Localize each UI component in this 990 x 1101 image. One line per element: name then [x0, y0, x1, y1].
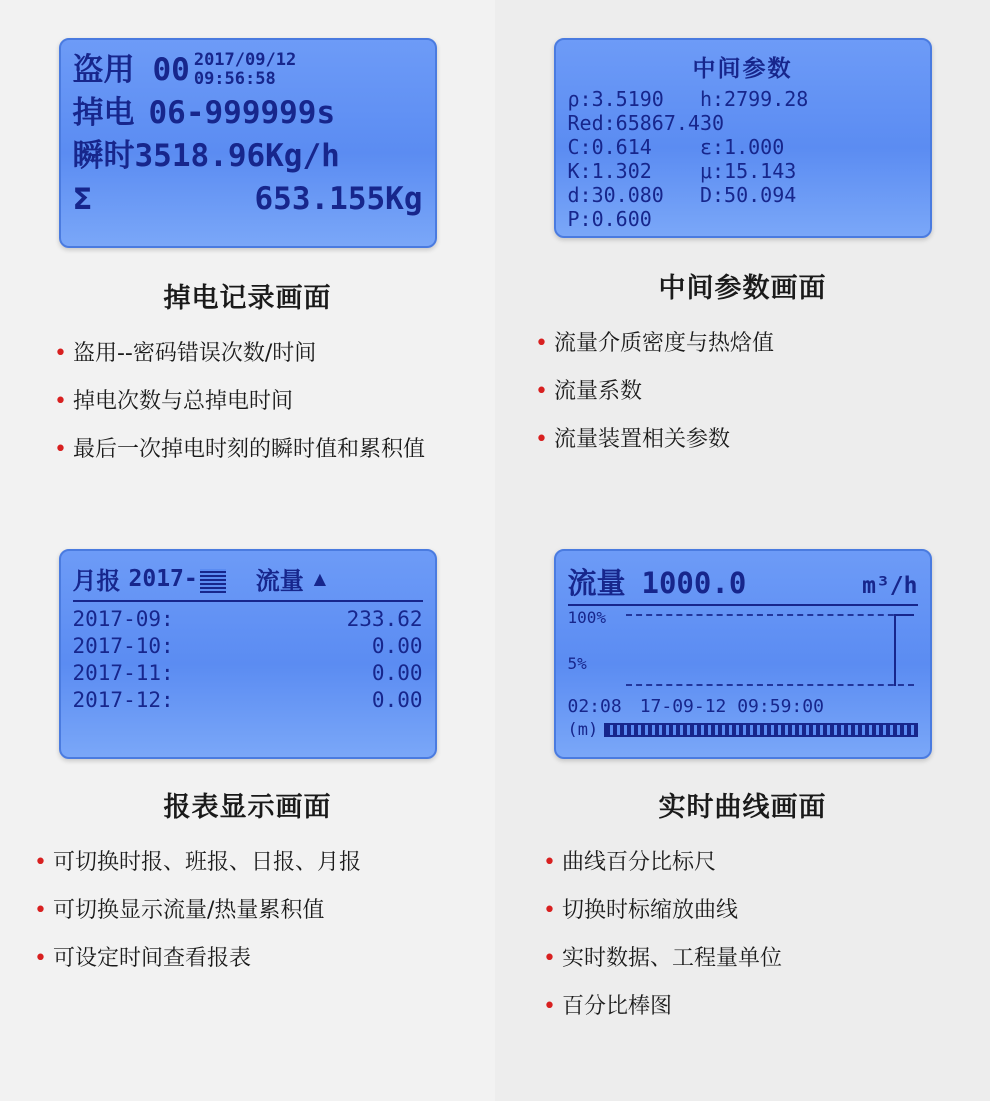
report-value: 0.00 [371, 688, 423, 712]
list-item [34, 846, 471, 880]
list-item [543, 942, 966, 976]
bullet-dot-icon: • [535, 331, 548, 356]
params-line: d:30.080 D:50.094 [567, 183, 797, 207]
curve-dashed-bottom [626, 684, 914, 686]
params-line: P:0.600 [567, 207, 652, 231]
params-line: K:1.302 μ:15.143 [567, 159, 797, 183]
lcd-row-total [73, 179, 423, 219]
list-item [34, 942, 471, 976]
report-period: 2017-09: [72, 607, 174, 631]
sort-arrow-up-icon[interactable]: ▲ [313, 569, 327, 588]
lcd-row-instant [73, 136, 423, 176]
curve-timespan: 02:08 [567, 696, 622, 717]
bullet-text: 曲线百分比标尺 [561, 850, 716, 875]
sigma-symbol: Σ [72, 182, 93, 216]
panel-power-down-record [0, 0, 495, 503]
bar-label: (m) [567, 720, 599, 740]
caption-params: 中间参数画面 [658, 273, 827, 304]
bullet-text: 可设定时间查看报表 [52, 946, 251, 972]
report-period: 2017-10: [72, 634, 174, 658]
bullet-text: 可切换时报、班报、日报、月报 [52, 850, 361, 875]
bullet-dot-icon: • [543, 994, 556, 1020]
tamper-datetime [194, 51, 296, 89]
bullet-dot-icon: • [535, 427, 548, 453]
scale-top-label: 100% [567, 608, 607, 627]
tamper-date: 2017/09/12 [193, 50, 297, 70]
list-item [54, 337, 465, 371]
list-item [535, 375, 960, 409]
bullet-text: 最后一次掉电时刻的瞬时值和累积值 [72, 437, 425, 463]
report-period: 2017-12: [72, 688, 174, 712]
bullet-text: 实时数据、工程量单位 [561, 946, 782, 972]
bullet-text: 掉电次数与总掉电时间 [72, 389, 293, 415]
curve-timestamp: 17-09-12 09:59:00 [639, 696, 824, 717]
table-row [73, 687, 423, 714]
report-header [73, 561, 423, 598]
lcd-row-tamper [73, 50, 423, 90]
params-line: Red:65867.430 [567, 111, 725, 135]
lcd-wrap-curve [495, 503, 990, 759]
table-row [73, 660, 423, 687]
curve-step-top [894, 614, 914, 616]
bullet-dot-icon: • [54, 389, 67, 415]
list-item [34, 894, 471, 928]
instant-label: 瞬时 [72, 138, 135, 174]
curve-dashed-top [626, 614, 914, 616]
curve-trace [626, 612, 914, 690]
bullet-dot-icon: • [535, 379, 548, 405]
list-item [54, 433, 465, 467]
list-item [54, 385, 465, 419]
caption-report: 报表显示画面 [163, 792, 332, 823]
bullet-dot-icon: • [543, 898, 556, 924]
report-value: 233.62 [346, 607, 423, 631]
bullet-dot-icon: • [543, 946, 556, 972]
curve-unit: m³/h [862, 573, 918, 599]
params-title: 中间参数 [692, 56, 793, 82]
table-row [73, 633, 423, 660]
bullet-dot-icon: • [34, 850, 47, 875]
month-selector-highlight[interactable] [200, 569, 226, 593]
lcd-wrap-params [495, 0, 990, 238]
curve-header [568, 561, 918, 606]
lcd-wrap-report [0, 503, 495, 759]
instant-value: 3518.96Kg/h [134, 138, 340, 174]
bullet-dot-icon: • [54, 437, 67, 463]
report-value: 0.00 [371, 634, 423, 658]
bullet-text: 流量装置相关参数 [553, 427, 730, 453]
bullet-dot-icon: • [543, 850, 556, 875]
curve-time-row [568, 696, 918, 717]
params-line: ρ:3.5190 h:2799.28 [567, 87, 809, 111]
report-title: 月报 [72, 567, 121, 595]
list-item [535, 423, 960, 457]
curve-title: 流量 [567, 566, 626, 600]
curve-plot-area [568, 608, 918, 694]
tamper-count: 00 [152, 52, 190, 88]
table-row [73, 606, 423, 633]
list-item [543, 990, 966, 1024]
lcd-screen-report [59, 549, 437, 759]
outage-value: 06-999999s [148, 95, 336, 131]
tamper-label: 盗用 [72, 52, 135, 88]
bullet-text: 流量介质密度与热焓值 [553, 331, 774, 356]
panel-realtime-curve [495, 503, 990, 1101]
bullet-text: 百分比棒图 [561, 994, 672, 1020]
bullet-text: 可切换显示流量/热量累积值 [52, 898, 325, 924]
lcd-row-outage [73, 93, 423, 133]
bullet-list-curve [543, 846, 966, 1024]
curve-bar-row [568, 720, 918, 740]
panel-intermediate-params [495, 0, 990, 503]
outage-label: 掉电 [72, 95, 135, 131]
bullet-list-params [535, 327, 960, 457]
total-value: 653.155Kg [254, 181, 423, 217]
report-year: 2017- [128, 565, 198, 592]
report-divider [73, 600, 423, 602]
bullet-text: 切换时标缩放曲线 [561, 898, 738, 924]
bullet-dot-icon: • [34, 898, 47, 924]
lcd-screen-curve [554, 549, 932, 759]
lcd-screen-params [554, 38, 932, 238]
params-line: C:0.614 ε:1.000 [567, 135, 785, 159]
scale-bottom-label: 5% [567, 654, 587, 673]
caption-curve: 实时曲线画面 [658, 792, 827, 823]
bullet-dot-icon: • [54, 341, 67, 366]
report-column-label: 流量 [255, 567, 304, 595]
tamper-time: 09:56:58 [193, 69, 276, 89]
list-item [543, 894, 966, 928]
bullet-text: 盗用--密码错误次数/时间 [72, 341, 317, 366]
list-item [543, 846, 966, 880]
bullet-list-report [34, 846, 471, 976]
caption-power-down: 掉电记录画面 [163, 283, 332, 314]
curve-step-riser [894, 614, 896, 686]
report-value: 0.00 [371, 661, 423, 685]
report-period: 2017-11: [72, 661, 174, 685]
percentage-bar [604, 723, 917, 737]
bullet-list-power-down [54, 337, 465, 467]
lcd-screen-power-down [59, 38, 437, 248]
bullet-text: 流量系数 [553, 379, 642, 405]
list-item [535, 327, 960, 361]
panel-report-display [0, 503, 495, 1101]
bullet-dot-icon: • [34, 946, 47, 972]
lcd-wrap-power-down [0, 0, 495, 248]
curve-value: 1000.0 [641, 566, 747, 600]
